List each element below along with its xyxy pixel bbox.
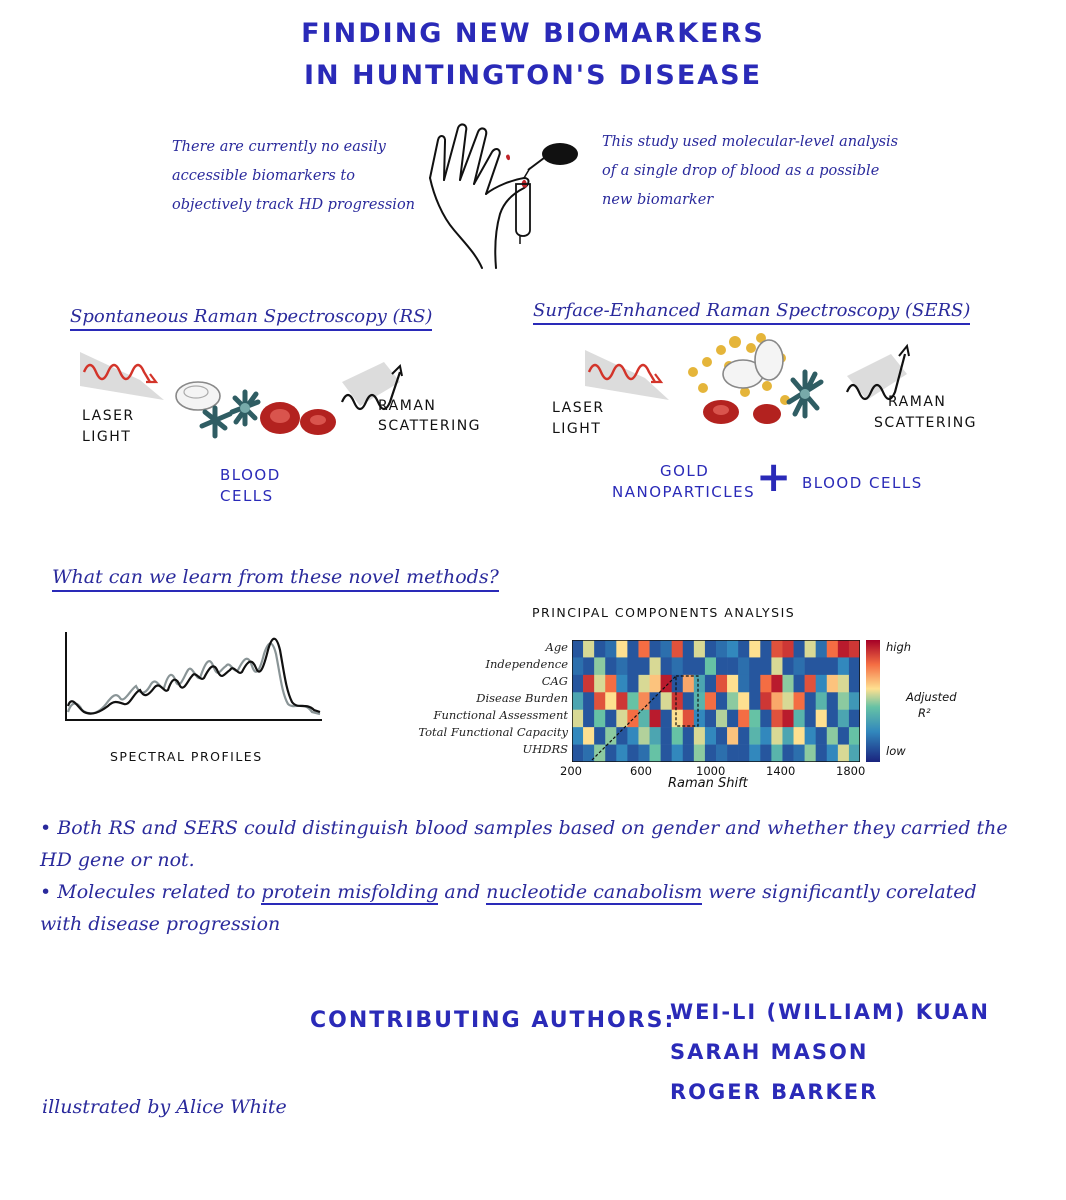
heatmap-cell <box>638 640 649 658</box>
heatmap-cell <box>838 745 849 762</box>
heatmap-cell <box>827 710 838 728</box>
sers-heading: Surface-Enhanced Raman Spectroscopy (SERS) <box>533 300 970 325</box>
heatmap-cell <box>827 640 838 658</box>
heatmap-cell <box>605 745 616 762</box>
heatmap-cell <box>716 745 727 762</box>
finding-1 <box>40 812 1020 876</box>
heatmap-cell <box>705 657 716 675</box>
heatmap-cell <box>849 692 860 710</box>
heatmap-cell <box>627 727 638 745</box>
heatmap-cell <box>672 727 683 745</box>
heatmap-cell <box>672 675 683 693</box>
heatmap-cell <box>805 745 816 762</box>
bullet-dot: • <box>40 881 58 903</box>
heatmap-cell <box>738 727 749 745</box>
colorbar-title-1: Adjusted <box>906 690 957 704</box>
heatmap-cell <box>694 657 705 675</box>
heatmap-cell <box>760 727 771 745</box>
heatmap-cell <box>572 745 583 762</box>
heatmap-cell <box>650 710 661 728</box>
heatmap-cell <box>583 675 594 693</box>
heatmap-cell <box>749 710 760 728</box>
heatmap-cell <box>760 675 771 693</box>
heatmap-cell <box>605 675 616 693</box>
heatmap-cell <box>683 640 694 658</box>
heatmap-cell <box>816 710 827 728</box>
heatmap-cell <box>782 657 793 675</box>
heatmap-cell <box>805 692 816 710</box>
heatmap-cell <box>650 657 661 675</box>
heatmap-cell <box>727 657 738 675</box>
heatmap-cell <box>705 675 716 693</box>
heatmap-cell <box>838 657 849 675</box>
pca-row-label-functional-assessment: Functional Assessment <box>433 708 568 722</box>
heatmap-cell <box>782 710 793 728</box>
heatmap-cell <box>672 745 683 762</box>
sers-raman-label-2: SCATTERING <box>874 415 978 431</box>
heatmap-cell <box>616 710 627 728</box>
heatmap-cell <box>805 675 816 693</box>
heatmap-cell <box>738 675 749 693</box>
pca-title: PRINCIPAL COMPONENTS ANALYSIS <box>532 605 796 620</box>
heatmap-cell <box>827 675 838 693</box>
heatmap-cell <box>760 657 771 675</box>
heatmap-cell <box>638 657 649 675</box>
heatmap-cell <box>849 710 860 728</box>
heatmap-cell <box>594 727 605 745</box>
rs-raman-label-2: SCATTERING <box>378 418 482 434</box>
intro-right-text: This study used molecular-level analysis of a single drop of blood as a possible new biomarker <box>602 134 899 208</box>
heatmap-cell <box>760 692 771 710</box>
heatmap-cell <box>650 675 661 693</box>
heatmap-cell <box>616 640 627 658</box>
intro-left-text: There are currently no easily accessible biomarkers to objectively track HD progression <box>172 139 416 213</box>
heatmap-cell <box>650 727 661 745</box>
rs-cells-label-2: CELLS <box>220 487 274 505</box>
heatmap-cell <box>816 727 827 745</box>
heatmap-cell <box>749 745 760 762</box>
heatmap-cell <box>594 692 605 710</box>
heatmap-cell <box>705 710 716 728</box>
heatmap-cell <box>816 692 827 710</box>
heatmap-cell <box>816 745 827 762</box>
heatmap-cell <box>849 727 860 745</box>
heatmap-cell <box>716 657 727 675</box>
heatmap-cell <box>771 710 782 728</box>
heatmap-cell <box>705 640 716 658</box>
colorbar-title-2: R² <box>918 706 931 720</box>
x-tick-label: 200 <box>560 764 582 778</box>
heatmap-cell <box>694 710 705 728</box>
heatmap-cell <box>638 745 649 762</box>
heatmap-cell <box>672 692 683 710</box>
heatmap-cell <box>683 745 694 762</box>
heatmap-cell <box>672 657 683 675</box>
pca-row-label-independence: Independence <box>485 657 568 671</box>
heatmap-cell <box>816 675 827 693</box>
heatmap-cell <box>616 675 627 693</box>
heatmap-cell <box>661 640 672 658</box>
heatmap-cell <box>605 727 616 745</box>
test-tube-icon <box>516 184 530 244</box>
author-1: WEI-LI (WILLIAM) KUAN <box>670 1000 990 1024</box>
heatmap-cell <box>760 710 771 728</box>
heatmap-cell <box>771 727 782 745</box>
dropper-icon <box>524 143 578 178</box>
heatmap-cell <box>794 692 805 710</box>
heatmap-cell <box>683 692 694 710</box>
heatmap-cell <box>716 727 727 745</box>
sers-laser-label-2: LIGHT <box>552 421 602 437</box>
heatmap-cell <box>694 640 705 658</box>
pca-x-axis-label: Raman Shift <box>668 776 748 791</box>
heatmap-cell <box>583 727 594 745</box>
heatmap-cell <box>583 657 594 675</box>
heatmap-cell <box>683 710 694 728</box>
pca-row-label-total-functional-capacity: Total Functional Capacity <box>418 725 568 739</box>
heatmap-cell <box>683 657 694 675</box>
heatmap-cell <box>661 675 672 693</box>
x-tick-label: 1800 <box>836 764 866 778</box>
rs-raman-label-1: RAMAN <box>378 398 437 414</box>
sers-raman-label-1: RAMAN <box>888 394 947 410</box>
sers-laser-label-1: LASER <box>552 400 605 416</box>
heatmap-cell <box>771 675 782 693</box>
heatmap-cell <box>738 710 749 728</box>
rs-laser-label-1: LASER <box>82 408 135 424</box>
heatmap-cell <box>672 710 683 728</box>
heatmap-cell <box>727 710 738 728</box>
heatmap-cell <box>616 657 627 675</box>
heatmap-cell <box>805 657 816 675</box>
heatmap-cell <box>594 710 605 728</box>
heatmap-cell <box>727 675 738 693</box>
pca-colorbar <box>866 640 880 762</box>
heatmap-cell <box>749 657 760 675</box>
heatmap-cell <box>716 640 727 658</box>
heatmap-cell <box>605 710 616 728</box>
heatmap-cell <box>827 692 838 710</box>
heatmap-cell <box>760 640 771 658</box>
heatmap-cell <box>794 640 805 658</box>
heatmap-cell <box>782 640 793 658</box>
heatmap-cell <box>849 745 860 762</box>
rs-laser-label-2: LIGHT <box>82 429 132 445</box>
heatmap-cell <box>838 727 849 745</box>
author-3: ROGER BARKER <box>670 1080 879 1104</box>
heatmap-cell <box>816 657 827 675</box>
heatmap-cell <box>583 640 594 658</box>
finding-2-mid: and <box>438 881 487 903</box>
author-2: SARAH MASON <box>670 1040 869 1064</box>
heatmap-cell <box>727 745 738 762</box>
heatmap-cell <box>583 710 594 728</box>
heatmap-cell <box>638 727 649 745</box>
heatmap-cell <box>827 745 838 762</box>
heatmap-cell <box>727 640 738 658</box>
heatmap-cell <box>738 745 749 762</box>
heatmap-cell <box>794 727 805 745</box>
heatmap-cell <box>771 657 782 675</box>
heatmap-cell <box>616 745 627 762</box>
heatmap-cell <box>594 675 605 693</box>
heatmap-cell <box>749 727 760 745</box>
heatmap-cell <box>683 675 694 693</box>
heatmap-cell <box>583 692 594 710</box>
heatmap-cell <box>605 692 616 710</box>
page-title-line-1: FINDING NEW BIOMARKERS <box>301 18 765 49</box>
heatmap-cell <box>594 745 605 762</box>
heatmap-cell <box>738 657 749 675</box>
heatmap-cell <box>749 640 760 658</box>
heatmap-cell <box>838 675 849 693</box>
heatmap-cell <box>794 745 805 762</box>
heatmap-cell <box>650 745 661 762</box>
heatmap-cell <box>627 657 638 675</box>
heatmap-cell <box>816 640 827 658</box>
heatmap-cell <box>572 727 583 745</box>
heatmap-cell <box>661 727 672 745</box>
heatmap-cell <box>749 675 760 693</box>
heatmap-cell <box>782 745 793 762</box>
heatmap-cell <box>771 640 782 658</box>
heatmap-cell <box>627 710 638 728</box>
illustrator-credit: illustrated by Alice White <box>42 1096 287 1118</box>
heatmap-cell <box>694 675 705 693</box>
heatmap-cell <box>572 657 583 675</box>
authors-heading: CONTRIBUTING AUTHORS: <box>310 1008 676 1033</box>
heatmap-cell <box>661 692 672 710</box>
heatmap-cell <box>727 727 738 745</box>
spectral-profiles-label: SPECTRAL PROFILES <box>110 749 263 764</box>
heatmap-cell <box>805 710 816 728</box>
heatmap-cell <box>638 675 649 693</box>
heatmap-cell <box>705 745 716 762</box>
heatmap-cell <box>694 692 705 710</box>
heatmap-cell <box>650 692 661 710</box>
heatmap-cell <box>594 657 605 675</box>
heatmap-cell <box>771 692 782 710</box>
heatmap-cell <box>627 640 638 658</box>
heatmap-cell <box>805 640 816 658</box>
pca-row-label-disease-burden: Disease Burden <box>476 691 568 705</box>
heatmap-cell <box>694 727 705 745</box>
heatmap-cell <box>782 675 793 693</box>
heatmap-cell <box>661 657 672 675</box>
pca-heatmap <box>572 640 860 762</box>
heatmap-cell <box>760 745 771 762</box>
heatmap-cell <box>827 657 838 675</box>
colorbar-high-label: high <box>886 640 912 654</box>
heatmap-cell <box>705 692 716 710</box>
heatmap-cell <box>849 657 860 675</box>
x-tick-label: 1000 <box>696 764 726 778</box>
heatmap-cell <box>827 727 838 745</box>
rs-heading: Spontaneous Raman Spectroscopy (RS) <box>70 306 432 331</box>
heatmap-cell <box>627 692 638 710</box>
heatmap-cell <box>716 710 727 728</box>
sers-gold-label-2: NANOPARTICLES <box>612 483 756 501</box>
finding-1-text: Both RS and SERS could distinguish blood samples based on gender and whether they carried the HD gene or not. <box>40 817 1008 871</box>
heatmap-cell <box>605 640 616 658</box>
heatmap-cell <box>661 745 672 762</box>
learn-heading: What can we learn from these novel methods? <box>52 566 499 592</box>
heatmap-cell <box>738 692 749 710</box>
heatmap-cell <box>794 710 805 728</box>
sers-gold-label-1: GOLD <box>660 462 710 480</box>
pca-row-label-age: Age <box>545 640 568 654</box>
heatmap-cell <box>782 692 793 710</box>
heatmap-cell <box>849 640 860 658</box>
heatmap-cell <box>672 640 683 658</box>
heatmap-cell <box>661 710 672 728</box>
heatmap-cell <box>705 727 716 745</box>
heatmap-cell <box>605 657 616 675</box>
plus-sign: + <box>756 452 792 501</box>
finding-2-underlined-1: protein misfolding <box>261 881 439 903</box>
heatmap-cell <box>749 692 760 710</box>
bullet-dot: • <box>40 817 58 839</box>
page-title-line-2: IN HUNTINGTON'S DISEASE <box>303 60 763 91</box>
hand-blood-drop-illustration <box>420 118 590 278</box>
pca-row-label-uhdrs: UHDRS <box>522 742 568 756</box>
heatmap-cell <box>849 675 860 693</box>
heatmap-cell <box>616 692 627 710</box>
finding-2 <box>40 876 1020 940</box>
heatmap-cell <box>716 675 727 693</box>
heatmap-cell <box>572 692 583 710</box>
x-tick-label: 600 <box>630 764 652 778</box>
spectral-line-black <box>68 639 320 714</box>
finding-2-post: were significantly corelated with disease progression <box>40 881 977 935</box>
heatmap-cell <box>771 745 782 762</box>
heatmap-cell <box>638 692 649 710</box>
heatmap-cell <box>627 745 638 762</box>
x-tick-label: 1400 <box>766 764 796 778</box>
rs-cells-label-1: BLOOD <box>220 466 281 484</box>
heatmap-cell <box>782 727 793 745</box>
heatmap-cell <box>594 640 605 658</box>
heatmap-cell <box>716 692 727 710</box>
heatmap-cell <box>738 640 749 658</box>
spectral-line-gray <box>68 643 320 714</box>
heatmap-cell <box>838 640 849 658</box>
spectral-profiles-plot <box>60 630 330 730</box>
finding-2-underlined-2: nucleotide canabolism <box>486 881 703 903</box>
heatmap-cell <box>694 745 705 762</box>
pca-row-label-cag: CAG <box>541 674 568 688</box>
heatmap-cell <box>727 692 738 710</box>
heatmap-cell <box>650 640 661 658</box>
heatmap-cell <box>572 640 583 658</box>
heatmap-cell <box>572 710 583 728</box>
colorbar-low-label: low <box>886 744 906 758</box>
heatmap-cell <box>794 675 805 693</box>
heatmap-cell <box>838 710 849 728</box>
sers-cells-label: BLOOD CELLS <box>802 474 923 492</box>
heatmap-cell <box>838 692 849 710</box>
heatmap-cell <box>805 727 816 745</box>
heatmap-cell <box>627 675 638 693</box>
heatmap-cell <box>683 727 694 745</box>
heatmap-cell <box>794 657 805 675</box>
finding-2-pre: Molecules related to <box>57 881 262 903</box>
heatmap-cell <box>572 675 583 693</box>
